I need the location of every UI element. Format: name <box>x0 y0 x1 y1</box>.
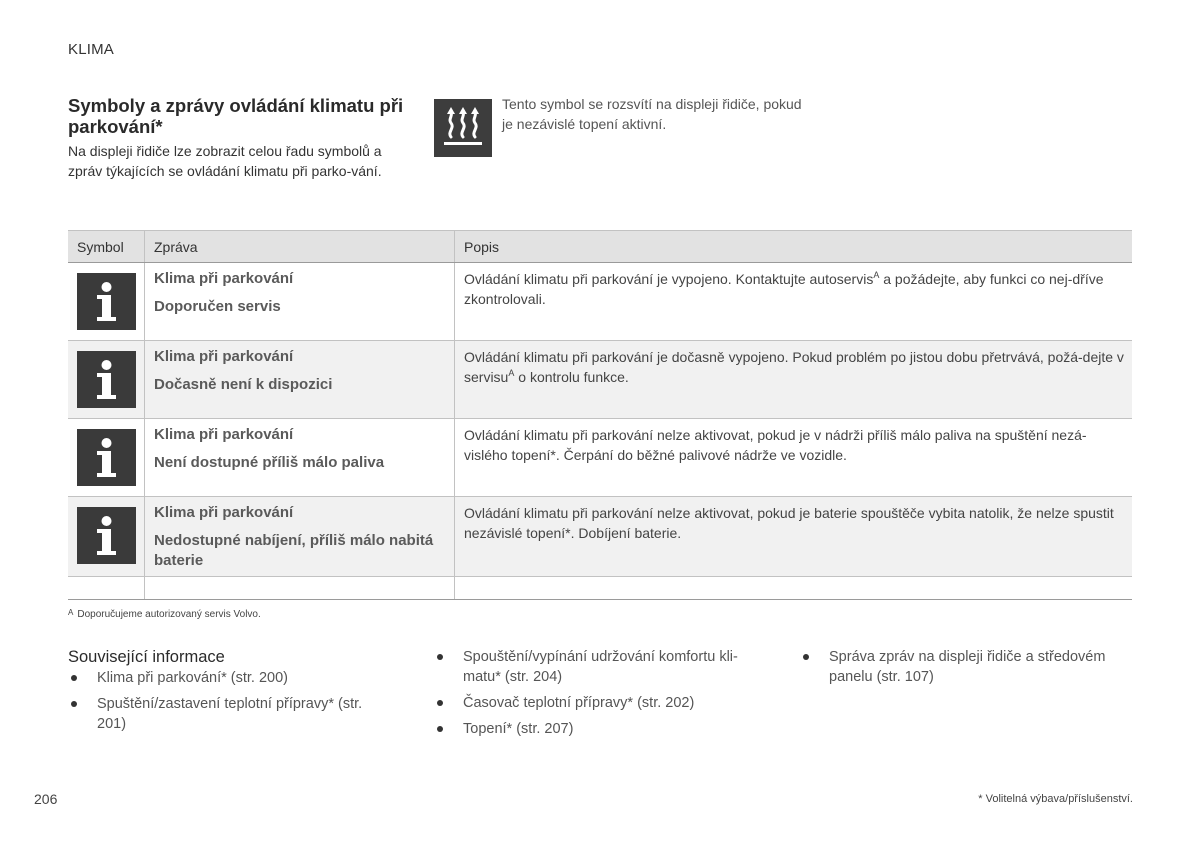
bullet-icon <box>71 701 77 707</box>
description-text: Ovládání klimatu při parkování nelze aktivovat, pokud je baterie spouštěče vybita natolik, že nelze spustit nezávislé topení*. Dobíjení baterie. <box>464 505 1114 541</box>
related-list <box>68 668 368 740</box>
header-cell-message <box>145 231 455 262</box>
optional-equipment-note: * Volitelná výbava/příslušenství. <box>978 793 1133 805</box>
header-description: Popis <box>464 239 500 255</box>
message-title: Klima při parkování <box>154 270 294 287</box>
bullet-icon <box>437 726 443 732</box>
related-link[interactable] <box>434 647 764 687</box>
description-part: Ovládání klimatu při parkování je vypojeno. Kontaktujte autoservis <box>464 271 874 287</box>
description-text: Ovládání klimatu při parkování nelze aktivovat, pokud je v nádrži příliš málo paliva na spuštění nezá-vislého topení*. Čerpání do běžné palivové nádrže ve vozidle. <box>464 427 1087 463</box>
message-cell <box>145 419 455 496</box>
related-link-text[interactable]: Časovač teplotní přípravy* (str. 202) <box>463 695 695 711</box>
table-empty-row <box>68 577 1132 600</box>
table-header-row <box>68 230 1132 263</box>
footnote-mark: A <box>68 608 74 617</box>
table-row <box>68 497 1132 577</box>
related-link[interactable] <box>800 647 1130 687</box>
info-icon <box>77 273 136 330</box>
related-link-text[interactable]: Topení* (str. 207) <box>463 721 574 737</box>
description-part: o kontrolu funkce. <box>514 369 629 385</box>
message-title: Klima při parkování <box>154 426 294 443</box>
messages-table <box>68 230 1132 600</box>
empty-cell <box>145 577 455 599</box>
related-list <box>434 647 764 745</box>
related-link-text[interactable]: Spouštění/vypínání udržování komfortu kli-matu* (str. 204) <box>463 649 738 685</box>
description-cell <box>455 263 1132 340</box>
bullet-icon <box>71 675 77 681</box>
footnote-text: Doporučujeme autorizovaný servis Volvo. <box>77 609 261 620</box>
related-link[interactable] <box>434 693 764 713</box>
header-message: Zpráva <box>154 239 198 255</box>
related-link[interactable] <box>68 668 368 688</box>
info-icon <box>77 351 136 408</box>
empty-cell <box>455 577 1132 599</box>
message-subtitle: Doporučen servis <box>154 298 281 315</box>
related-info-title: Související informace <box>68 648 225 666</box>
bullet-icon <box>437 654 443 660</box>
related-link-text[interactable]: Spuštění/zastavení teplotní přípravy* (str. 201) <box>97 696 363 732</box>
message-title: Klima při parkování <box>154 348 294 365</box>
related-list <box>800 647 1130 693</box>
page-title: Symboly a zprávy ovládání klimatu při parkování* <box>68 95 404 137</box>
message-cell <box>145 341 455 418</box>
message-subtitle: Dočasně není k dispozici <box>154 376 333 393</box>
related-link-text[interactable]: Klima při parkování* (str. 200) <box>97 670 288 686</box>
bullet-icon <box>437 700 443 706</box>
related-link[interactable] <box>68 694 368 734</box>
description-cell <box>455 341 1132 418</box>
page-number: 206 <box>34 791 58 807</box>
description-part: Ovládání klimatu při parkování je dočasně vypojeno. Pokud problém po jistou dobu přetrvává, požá-dejte v servisu <box>464 349 1124 385</box>
intro-text: Na displeji řidiče lze zobrazit celou řadu symbolů a zpráv týkajících se ovládání klimatu při parko-vání. <box>68 143 382 179</box>
message-title: Klima při parkování <box>154 504 294 521</box>
message-cell <box>145 497 455 576</box>
header-cell-description <box>455 231 1132 262</box>
description-part: a požádejte, aby funkci co nej-dříve zkontrolovali. <box>464 271 1104 307</box>
description-cell <box>455 419 1132 496</box>
table-row <box>68 263 1132 341</box>
footnote-ref: A <box>873 270 880 280</box>
section-label: KLIMA <box>68 41 115 58</box>
bullet-icon <box>803 654 809 660</box>
description-text <box>464 347 1124 387</box>
symbol-cell <box>68 341 145 418</box>
related-link[interactable] <box>434 719 764 739</box>
table-row <box>68 419 1132 497</box>
description-cell <box>455 497 1132 576</box>
footnote <box>68 608 261 620</box>
empty-cell <box>68 577 145 599</box>
header-cell-symbol <box>68 231 145 262</box>
info-icon <box>77 429 136 486</box>
symbol-cell <box>68 263 145 340</box>
symbol-cell <box>68 497 145 576</box>
message-subtitle: Není dostupné příliš málo paliva <box>154 454 385 471</box>
footnote-ref: A <box>508 368 515 378</box>
related-link-text[interactable]: Správa zpráv na displeji řidiče a středovém panelu (str. 107) <box>829 649 1106 685</box>
symbol-cell <box>68 419 145 496</box>
info-icon <box>77 507 136 564</box>
message-cell <box>145 263 455 340</box>
heater-icon <box>434 99 492 157</box>
message-subtitle: Nedostupné nabíjení, příliš málo nabitá baterie <box>154 532 434 569</box>
table-row <box>68 341 1132 419</box>
header-symbol: Symbol <box>77 239 124 255</box>
heater-description: Tento symbol se rozsvítí na displeji řidiče, pokud je nezávislé topení aktivní. <box>502 96 802 132</box>
description-text <box>464 269 1124 309</box>
